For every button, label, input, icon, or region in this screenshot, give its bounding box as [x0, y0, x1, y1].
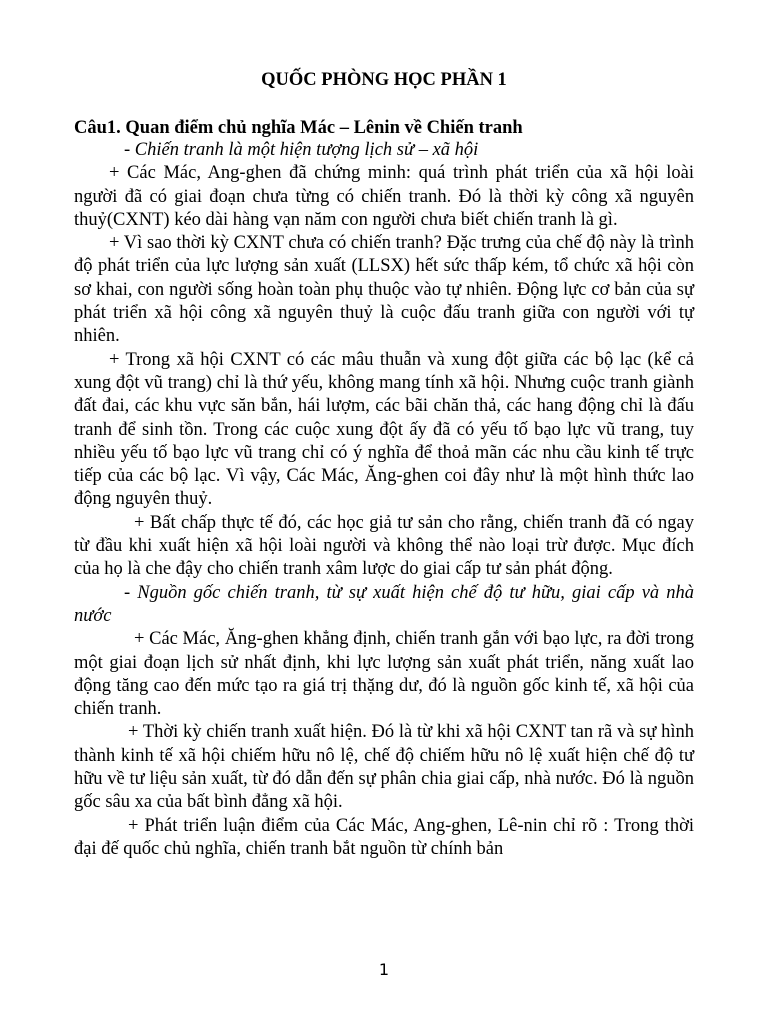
paragraph: + Vì sao thời kỳ CXNT chưa có chiến tranh? Đặc trưng của chế độ này là trình độ phát triển của lực lượng sản xuất (LLSX) hết sức thấp kém, tổ chức xã hội còn sơ khai, con người sống hoàn toàn phụ thuộc vào tự nhiên. Động lực cơ bản của sự phát triển xã hội công xã nguyên thuỷ là cuộc đấu tranh giữa con người với tự nhiên.: [74, 233, 694, 347]
paragraph: + Các Mác, Ăng-ghen khẳng định, chiến tranh gắn với bạo lực, ra đời trong một giai đoạn lịch sử nhất định, khi lực lượng sản xuất phát triển, năng xuất lao động tăng cao đến mức tạo ra giá trị thặng dư, đó là nguồn gốc kinh tế, xã hội của chiến tranh.: [74, 629, 694, 720]
document-title: QUỐC PHÒNG HỌC PHẦN 1: [261, 70, 507, 90]
subheading-war-origin: - Nguồn gốc chiến tranh, từ sự xuất hiện chế độ tư hữu, giai cấp và nhà nước: [74, 582, 694, 626]
page-number: 1: [378, 960, 390, 979]
document-body: [74, 139, 694, 861]
question-heading: Câu1. Quan điểm chủ nghĩa Mác – Lênin về Chiến tranh: [74, 118, 523, 138]
paragraph: + Các Mác, Ang-ghen đã chứng minh: quá trình phát triển của xã hội loài người đã có giai đoạn chưa từng có chiến tranh. Đó là thời kỳ công xã nguyên thuỷ(CXNT) kéo dài hàng vạn năm con người chưa biết chiến tranh là gì.: [74, 163, 694, 230]
paragraph: + Trong xã hội CXNT có các mâu thuẫn và xung đột giữa các bộ lạc (kể cả xung đột vũ trang) chỉ là thứ yếu, không mang tính xã hội. Nhưng cuộc tranh giành đất đai, các khu vực săn bắn, hái lượm, các bãi chăn thả, các hang động chỉ là đấu tranh để sinh tồn. Trong các cuộc xung đột ấy đã có yếu tố bạo lực vũ trang, tuy nhiều yếu tố bạo lực vũ trang chỉ có ý nghĩa để thoả mãn các nhu cầu kinh tế trực tiếp của các bộ lạc. Vì vậy, Các Mác, Ăng-ghen coi đây như là một hình thức lao động nguyên thuỷ.: [74, 349, 694, 510]
paragraph: + Bất chấp thực tế đó, các học giả tư sản cho rằng, chiến tranh đã có ngay từ đầu khi xuất hiện xã hội loài người và không thể nào loại trừ được. Mục đích của họ là che đậy cho chiến tranh xâm lược do giai cấp tư sản phát động.: [74, 512, 694, 580]
subheading-war-historical: - Chiến tranh là một hiện tượng lịch sử – xã hội: [124, 140, 479, 160]
paragraph: + Thời kỳ chiến tranh xuất hiện. Đó là từ khi xã hội CXNT tan rã và sự hình thành kinh tế xã hội chiếm hữu nô lệ, chế độ chiếm hữu nô lệ xuất hiện chế độ tư hữu về tư liệu sản xuất, từ đó dẫn đến sự phân chia giai cấp, nhà nước. Đó là nguồn gốc sâu xa của bất bình đẳng xã hội.: [74, 722, 694, 813]
paragraph: + Phát triển luận điểm của Các Mác, Ang-ghen, Lê-nin chỉ rõ : Trong thời đại đế quốc chủ nghĩa, chiến tranh bắt nguồn từ chính bản: [74, 815, 694, 859]
